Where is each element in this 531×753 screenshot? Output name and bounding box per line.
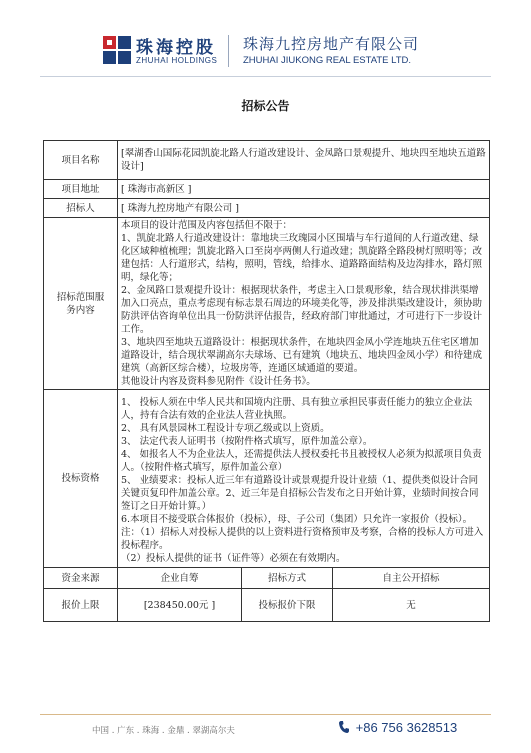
row-funding [44,568,490,589]
qualification-content [118,390,490,568]
project-name-text: [翠湖香山国际花园凯旋北路人行道改建设计、金凤路口景观提升、地块四至地块五道路设计] [121,148,486,172]
scope-label [44,218,118,390]
tender-notice-table [43,140,490,622]
company-chinese-name: 珠海九控房地产有限公司 [243,35,420,53]
row-qualification [44,390,490,568]
price-floor-value: 无 [333,589,490,622]
footer-phone-number: +86 756 3628513 [355,720,458,735]
qualification-item-2: 2、 具有风景园林工程设计专项乙级或以上资质。 [121,423,330,434]
project-location-value: [ 珠海市高新区 ] [118,180,490,199]
funding-value: 企业自筹 [118,568,242,589]
tenderer-value: [ 珠海九控房地产有限公司 ] [118,199,490,218]
row-project-location [44,180,490,199]
scope-content [118,218,490,390]
qualification-note-1: 注：（1）招标人对投标人提供的以上资料进行资格预审及考察，合格的投标人方可进入投标程序。 [121,527,484,551]
logo-chinese-name: 珠海控股 [136,38,216,58]
price-cap-label: 报价上限 [44,589,118,622]
project-name-value [118,141,490,180]
tenderer-label: 招标人 [44,199,118,218]
project-location-label: 项目地址 [44,180,118,199]
row-price [44,589,490,622]
document-title: 招标公告 [241,99,290,113]
phone-icon [339,721,349,733]
row-scope [44,218,490,390]
footer-rule [40,714,491,715]
header-rule [40,76,491,77]
qualification-item-1: 1、 投标人须在中华人民共和国境内注册、具有独立承担民事责任能力的独立企业法人，持有合法有效的企业法人营业执照。 [121,397,473,421]
qualification-label: 投标资格 [44,390,118,568]
price-cap-value: [238450.00元 ] [118,589,242,622]
scope-label-text: 招标范围服务内容 [56,291,105,316]
qualification-item-5: 5、 业绩要求：投标人近三年有道路设计或景观提升设计业绩（1、提供类似设计合同关键页复印件加盖公章。2、近三年是自招标公告发布之日开始计算，业绩时间按合同签订之日开始计算。） [121,475,479,512]
method-label: 招标方式 [242,568,333,589]
qualification-item-3: 3、 法定代表人证明书（按附件格式填写，原件加盖公章）。 [121,436,373,447]
row-project-name [44,141,490,180]
qualification-item-6: 6.本项目不接受联合体报价（投标），母、子公司（集团）只允许一家报价（投标）。 [121,514,473,525]
method-value: 自主公开招标 [333,568,490,589]
zhuhai-holdings-logo-icon [103,36,131,64]
footer-phone [339,720,457,735]
footer-location: 中国 . 广东 . 珠海 . 金鼎 . 翠湖高尔夫 [92,726,235,736]
scope-intro: 本项目的设计范围及内容包括但不限于： [121,220,293,231]
letterhead [0,0,531,80]
funding-label: 资金来源 [44,568,118,589]
header-divider [228,35,229,67]
scope-item-2: 2、金凤路口景观提升设计：根据现状条件，考虑主入口景观形象，结合现状排洪渠增加入口亮点，重点考虑现有标志景石周边的环境美化等，涉及排洪渠改建设计，须协助防洪评估咨询单位出具一份防洪评估报告，经政府部门审批通过，才可进行下一步设计工作。 [121,285,483,335]
project-name-label: 项目名称 [44,141,118,180]
scope-item-3: 3、地块四至地块五道路设计：根据现状条件，在地块四金凤小学连地块五住宅区增加道路设计，结合现状翠湖高尔夫球场、已有建筑（地块五、地块四金凤小学）和待建成建筑（高新区综合楼），垃圾房等，连通区域通道的要道。 [121,337,483,374]
scope-other: 其他设计内容及资料参见附件《设计任务书》。 [121,376,316,387]
logo-english-name: ZHUHAI HOLDINGS [136,56,218,65]
row-tenderer [44,199,490,218]
scope-item-1: 1、凯旋北路人行道改建设计：靠地块三玫瑰园小区围墙与车行道间的人行道改建、绿化区域种植梳理；凯旋北路入口至岗亭两侧人行道改建；凯旋路全路段树灯照明等；改建包括：人行道形式，结构，照明，管线，给排水、道路路面结构及边沟排水，路灯照明，绿化等； [121,233,483,283]
company-english-name: ZHUHAI JIUKONG REAL ESTATE LTD. [243,55,412,66]
qualification-item-4: 4、 如报名人不为企业法人，还需提供法人授权委托书且被授权人必须为拟派项目负责人。（按附件格式填写，原件加盖公章） [121,449,482,473]
qualification-note-2: （2）投标人提供的证书（证件等）必须在有效期内。 [121,553,346,564]
price-floor-label: 投标报价下限 [242,589,333,622]
